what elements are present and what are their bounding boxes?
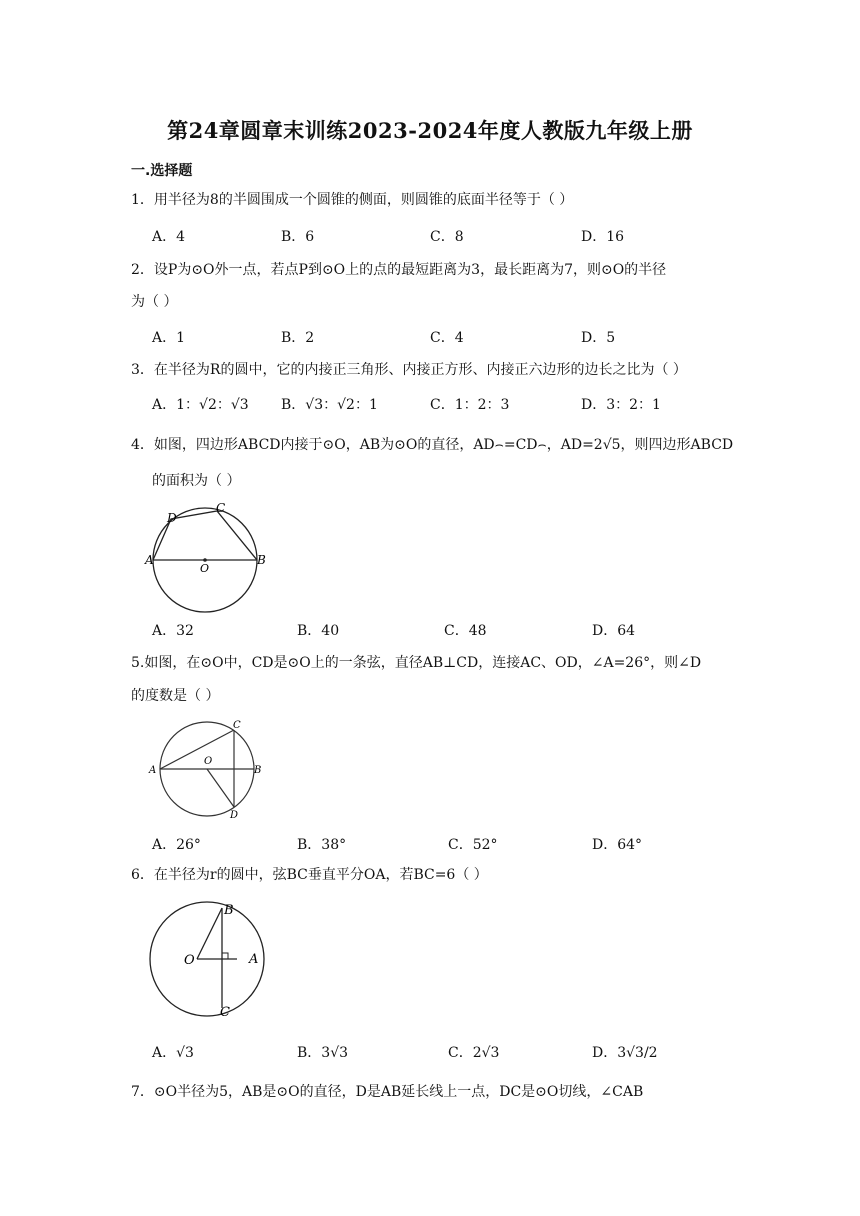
question-3-option-a: A．1：√2：√3 <box>152 397 249 413</box>
question-6-option-b: B．3√3 <box>297 1045 349 1061</box>
page-title: 第24章圆章末训练2023-2024年度人教版九年级上册 <box>167 118 693 143</box>
question-4-option-c: C．48 <box>444 623 487 639</box>
question-3-stem: 3．在半径为R的圆中，它的内接正三角形、内接正方形、内接正六边形的边长之比为（ ） <box>131 362 687 378</box>
label-d: D <box>230 810 239 821</box>
section-heading: 一.选择题 <box>131 163 193 179</box>
segment-od <box>207 769 234 807</box>
label-a: A <box>149 765 157 776</box>
question-2-stem-line2: 为（ ） <box>131 294 178 310</box>
question-6-option-a: A．√3 <box>152 1045 194 1061</box>
label-c: C <box>216 501 226 515</box>
label-b: B <box>224 903 234 918</box>
question-4-figure <box>145 500 270 620</box>
question-1-option-c: C．8 <box>430 229 464 245</box>
question-6-figure <box>145 898 270 1023</box>
question-4-stem-line1: 4．如图，四边形ABCD内接于⊙O，AB为⊙O的直径，AD⌢=CD⌢，AD=2√5，则四边形ABCD <box>131 437 734 453</box>
label-o: O <box>204 756 213 767</box>
question-4-option-b: B．40 <box>297 623 340 639</box>
question-5-option-a: A．26° <box>152 837 201 853</box>
label-d: D <box>167 511 177 525</box>
question-3-option-b: B．√3：√2：1 <box>281 397 378 413</box>
segment-ac <box>160 730 234 769</box>
label-a: A <box>249 952 259 967</box>
label-o: O <box>200 562 210 575</box>
right-angle-mark <box>222 953 228 959</box>
segment-ob <box>197 908 222 959</box>
question-6-option-d: D．3√3/2 <box>592 1045 658 1061</box>
question-1-option-a: A．4 <box>152 229 186 245</box>
question-5-stem-line2: 的度数是（ ） <box>131 688 220 704</box>
question-4-stem-line2: 的面积为（ ） <box>152 473 241 489</box>
question-6-option-c: C．2√3 <box>448 1045 500 1061</box>
question-2-stem-line1: 2．设P为⊙O外一点，若点P到⊙O上的点的最短距离为3，最长距离为7，则⊙O的半径 <box>131 262 667 278</box>
question-3-option-c: C．1：2：3 <box>430 397 510 413</box>
question-5-option-c: C．52° <box>448 837 498 853</box>
question-5-figure <box>145 718 270 823</box>
label-c: C <box>233 720 241 731</box>
question-2-option-d: D．5 <box>581 330 616 346</box>
question-3-option-d: D．3：2：1 <box>581 397 661 413</box>
label-c: C <box>220 1005 230 1020</box>
label-b: B <box>254 765 262 776</box>
question-4-option-a: A．32 <box>152 623 194 639</box>
question-2-option-c: C．4 <box>430 330 464 346</box>
label-a: A <box>145 553 154 567</box>
label-b: B <box>257 553 266 567</box>
question-5-option-d: D．64° <box>592 837 643 853</box>
label-o: O <box>184 953 195 968</box>
question-2-option-b: B．2 <box>281 330 315 346</box>
question-5-stem-line1: 5.如图，在⊙O中，CD是⊙O上的一条弦，直径AB⊥CD，连接AC、OD，∠A=26°，则∠D <box>131 655 702 671</box>
question-5-option-b: B．38° <box>297 837 347 853</box>
question-2-option-a: A．1 <box>152 330 186 346</box>
question-1-option-d: D．16 <box>581 229 625 245</box>
question-1-stem: 1．用半径为8的半圆围成一个圆锥的侧面，则圆锥的底面半径等于（ ） <box>131 192 574 208</box>
question-4-option-d: D．64 <box>592 623 636 639</box>
question-7-stem: 7．⊙O半径为5，AB是⊙O的直径，D是AB延长线上一点，DC是⊙O切线，∠CAB <box>131 1084 644 1100</box>
question-1-option-b: B．6 <box>281 229 315 245</box>
question-6-stem: 6．在半径为r的圆中，弦BC垂直平分OA，若BC=6（ ） <box>131 867 488 883</box>
